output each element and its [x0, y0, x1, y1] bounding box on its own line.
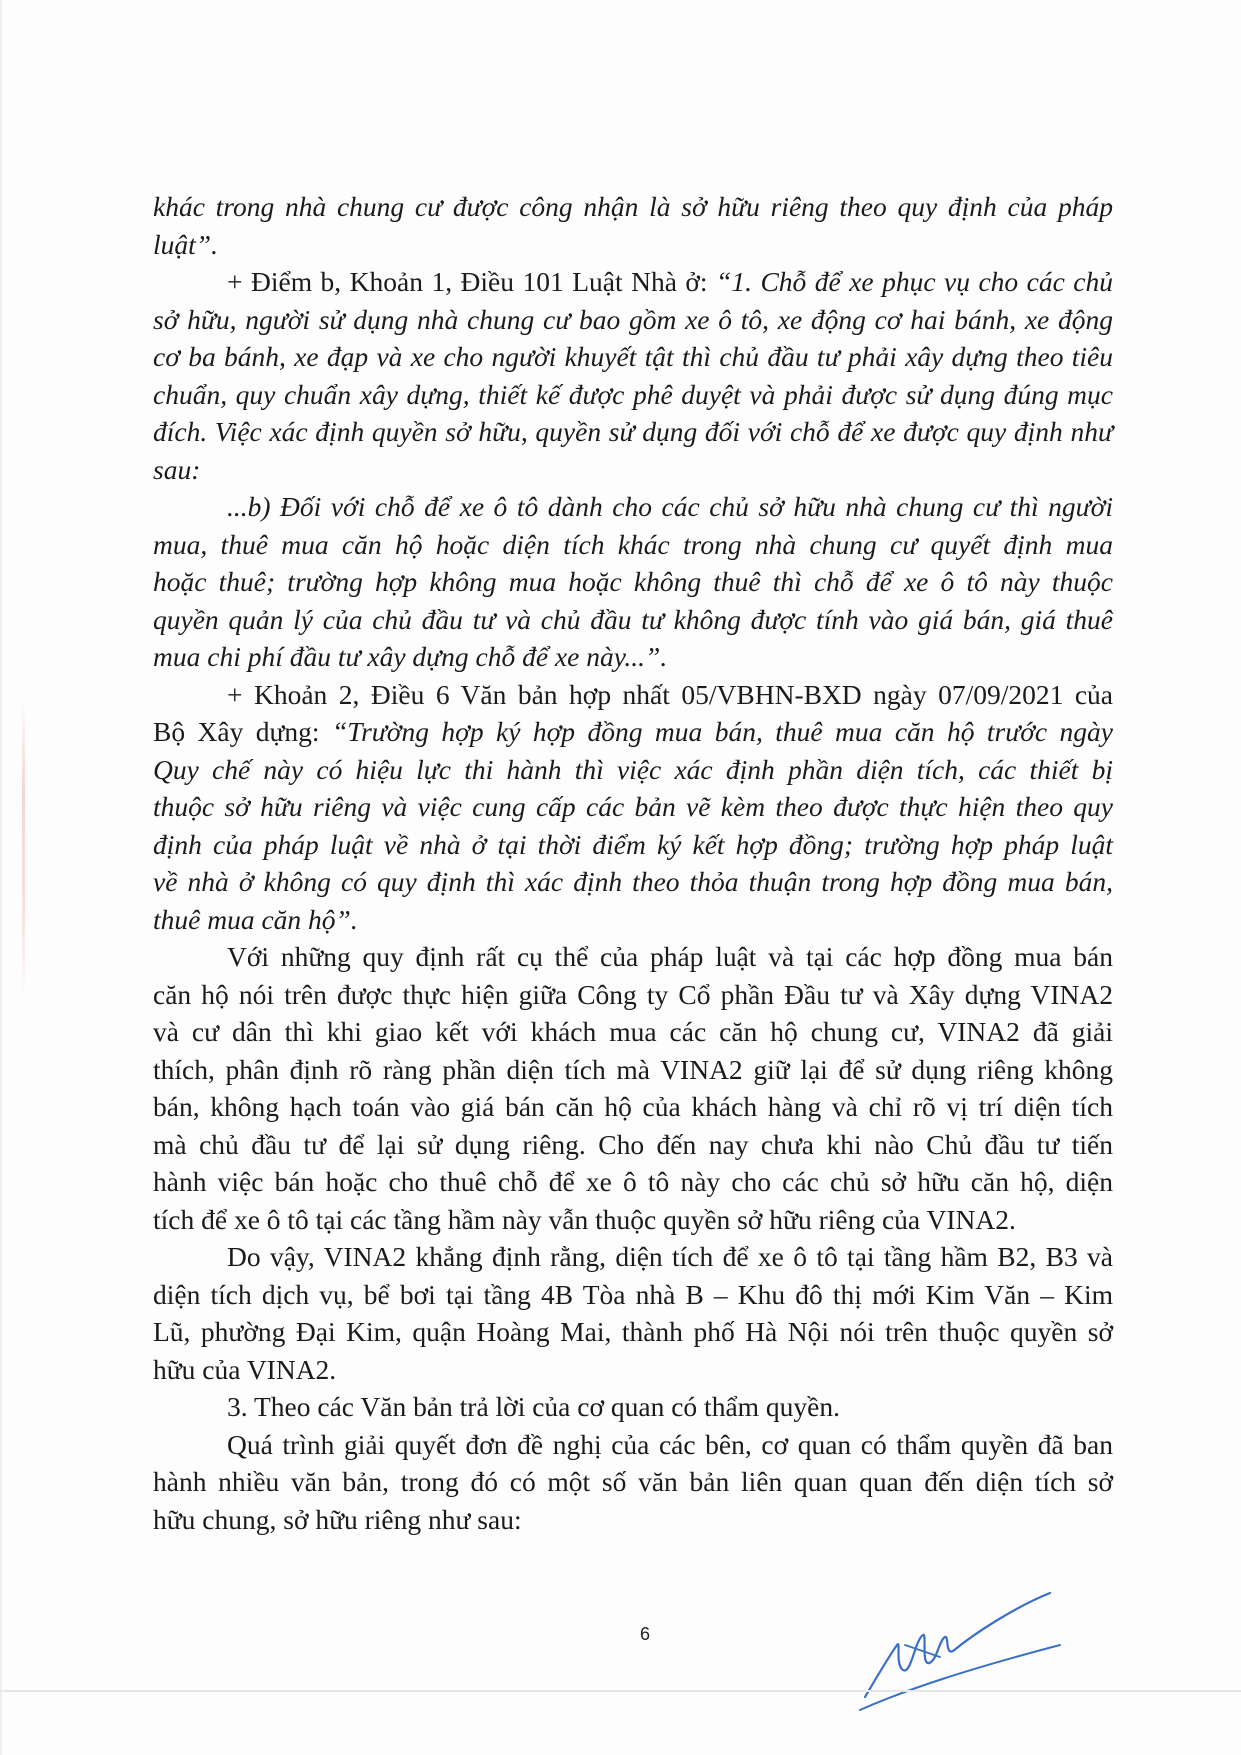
page-number: 6	[640, 1624, 651, 1644]
text-segment: diện tích dịch vụ, bể bơi tại tầng 4B Tòa nhà B – Khu đô thị mới Kim Văn – Kim	[153, 1278, 1113, 1310]
text-line	[153, 451, 1113, 489]
italic-text: thuê mua căn hộ”.	[153, 903, 358, 935]
text-line	[153, 1126, 1113, 1164]
text-line	[153, 676, 1113, 714]
italic-text: “Trường hợp ký hợp đồng mua bán, thuê mua căn hộ trước ngày	[332, 716, 1114, 747]
italic-text: định của pháp luật về nhà ở tại thời điểm ký kết hợp đồng; trường hợp pháp luật	[153, 828, 1113, 860]
text-line	[153, 1388, 1113, 1426]
text-line	[153, 226, 1113, 264]
text-line	[153, 1051, 1113, 1089]
italic-text: hoặc thuê; trường hợp không mua hoặc không thuê thì chỗ để xe ô tô này thuộc	[153, 566, 1113, 597]
text-line	[153, 1276, 1113, 1314]
text-segment: căn hộ nói trên được thực hiện giữa Công ty Cổ phần Đầu tư và Xây dựng VINA2	[153, 978, 1113, 1010]
text-segment: bán, không hạch toán vào giá bán căn hộ của khách hàng và chỉ rõ vị trí diện tích	[153, 1091, 1113, 1122]
italic-text: sau:	[153, 453, 201, 485]
italic-text: thuộc sở hữu riêng và việc cung cấp các bản vẽ kèm theo được thực hiện theo quy	[153, 791, 1113, 822]
text-line	[153, 1163, 1113, 1201]
text-line	[153, 1313, 1113, 1351]
italic-text: “1. Chỗ để xe phục vụ cho các chủ	[716, 266, 1113, 297]
italic-text: quyền quản lý của chủ đầu tư và chủ đầu tư không được tính vào giá bán, giá thuê	[153, 603, 1113, 635]
text-line	[153, 826, 1113, 864]
text-segment: hữu của VINA2.	[153, 1353, 337, 1385]
text-line	[153, 601, 1113, 639]
text-line	[153, 788, 1113, 826]
text-line	[153, 263, 1113, 301]
text-line	[153, 338, 1113, 376]
document-body	[153, 188, 1113, 1538]
signature-icon	[845, 1585, 1075, 1715]
text-line	[153, 1351, 1113, 1389]
text-line	[153, 1238, 1113, 1276]
text-line	[153, 1013, 1113, 1051]
text-line	[153, 488, 1113, 526]
text-line	[153, 713, 1113, 751]
text-line	[153, 301, 1113, 339]
italic-text: đích. Việc xác định quyền sở hữu, quyền sử dụng đối với chỗ để xe được quy định như	[153, 416, 1113, 447]
text-line	[153, 901, 1113, 939]
text-line	[153, 938, 1113, 976]
italic-text: ...b) Đối với chỗ để xe ô tô dành cho các chủ sở hữu nhà chung cư thì người	[227, 491, 1113, 522]
text-line	[153, 413, 1113, 451]
text-segment: và cư dân thì khi giao kết với khách mua các căn hộ chung cư, VINA2 đã giải	[153, 1016, 1113, 1047]
text-segment: Do vậy, VINA2 khẳng định rằng, diện tích để xe ô tô tại tầng hầm B2, B3 và	[227, 1241, 1113, 1272]
italic-text: Quy chế này có hiệu lực thi hành thì việc xác định phần diện tích, các thiết bị	[153, 753, 1113, 785]
text-segment: hành việc bán hoặc cho thuê chỗ để xe ô tô này cho các chủ sở hữu căn hộ, diện	[153, 1166, 1113, 1197]
text-segment: Với những quy định rất cụ thể của pháp luật và tại các hợp đồng mua bán	[227, 941, 1113, 972]
text-line	[153, 1201, 1113, 1239]
text-line	[153, 638, 1113, 676]
italic-text: mua chi phí đầu tư xây dựng chỗ để xe này...”.	[153, 641, 668, 672]
text-segment: 3. Theo các Văn bản trả lời của cơ quan có thẩm quyền.	[227, 1391, 840, 1422]
text-line	[153, 376, 1113, 414]
text-line	[153, 1426, 1113, 1464]
text-line	[153, 751, 1113, 789]
text-segment: + Điểm b, Khoản 1, Điều 101 Luật Nhà ở:	[227, 266, 717, 297]
text-segment: hữu chung, sở hữu riêng như sau:	[153, 1503, 522, 1535]
text-line	[153, 526, 1113, 564]
italic-text: sở hữu, người sử dụng nhà chung cư bao gồm xe ô tô, xe động cơ hai bánh, xe động	[153, 303, 1113, 335]
text-segment: + Khoản 2, Điều 6 Văn bản hợp nhất 05/VBHN-BXD ngày 07/09/2021 của	[227, 678, 1113, 710]
text-line	[153, 976, 1113, 1014]
page-bottom-edge	[0, 1690, 1241, 1692]
text-line	[153, 863, 1113, 901]
italic-text: cơ ba bánh, xe đạp và xe cho người khuyết tật thì chủ đầu tư phải xây dựng theo tiêu	[153, 341, 1113, 372]
text-line	[153, 1463, 1113, 1501]
scan-stain	[22, 700, 25, 1000]
italic-text: luật”.	[153, 228, 218, 260]
text-segment: mà chủ đầu tư để lại sử dụng riêng. Cho đến nay chưa khi nào Chủ đầu tư tiến	[153, 1128, 1113, 1160]
italic-text: khác trong nhà chung cư được công nhận là sở hữu riêng theo quy định của pháp	[153, 191, 1113, 222]
text-segment: thích, phân định rõ ràng phần diện tích mà VINA2 giữ lại để sử dụng riêng không	[153, 1053, 1113, 1085]
text-segment: hành nhiều văn bản, trong đó có một số văn bản liên quan quan đến diện tích sở	[153, 1466, 1113, 1497]
text-segment: tích để xe ô tô tại các tầng hầm này vẫn thuộc quyền sở hữu riêng của VINA2.	[153, 1203, 1016, 1235]
italic-text: mua, thuê mua căn hộ hoặc diện tích khác trong nhà chung cư quyết định mua	[153, 528, 1113, 560]
scan-edge	[0, 0, 2, 1755]
text-segment: Quá trình giải quyết đơn đề nghị của các bên, cơ quan có thẩm quyền đã ban	[227, 1428, 1113, 1460]
text-line	[153, 563, 1113, 601]
italic-text: về nhà ở không có quy định thì xác định theo thỏa thuận trong hợp đồng mua bán,	[153, 866, 1113, 897]
italic-text: chuẩn, quy chuẩn xây dựng, thiết kế được phê duyệt và phải được sử dụng đúng mục	[153, 378, 1113, 410]
text-segment: Lũ, phường Đại Kim, quận Hoàng Mai, thành phố Hà Nội nói trên thuộc quyền sở	[153, 1316, 1113, 1347]
text-line	[153, 188, 1113, 226]
text-line	[153, 1088, 1113, 1126]
text-segment: Bộ Xây dựng:	[153, 716, 333, 747]
text-line	[153, 1501, 1113, 1539]
